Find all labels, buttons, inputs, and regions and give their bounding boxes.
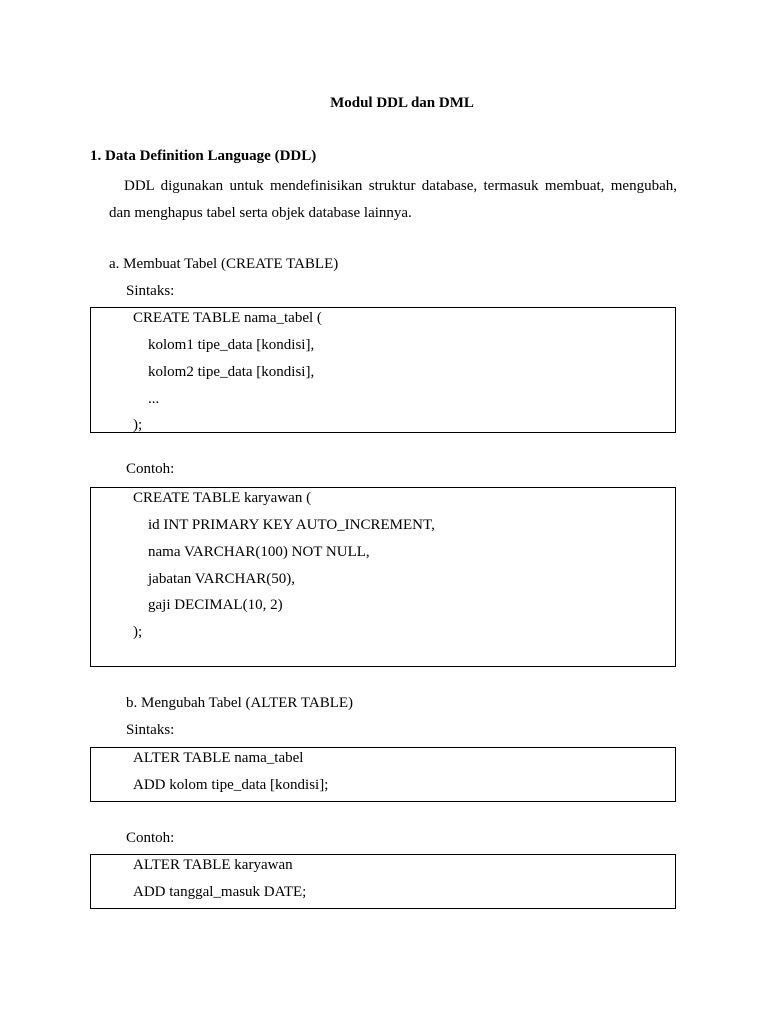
alter-syntax-box [90, 747, 676, 802]
code-line: gaji DECIMAL(10, 2) [148, 597, 283, 613]
create-syntax-box [90, 307, 676, 433]
code-line: kolom2 tipe_data [kondisi], [148, 364, 315, 380]
code-line: ALTER TABLE karyawan [133, 857, 293, 873]
code-line: ); [133, 624, 143, 640]
code-line: id INT PRIMARY KEY AUTO_INCREMENT, [148, 517, 435, 533]
code-line: ADD tanggal_masuk DATE; [133, 884, 307, 900]
alter-syntax-label: Sintaks: [126, 722, 175, 738]
code-line: jabatan VARCHAR(50), [148, 571, 295, 587]
subheading-create-table: a. Membuat Tabel (CREATE TABLE) [109, 256, 339, 272]
alter-example-label: Contoh: [126, 830, 175, 846]
create-example-label: Contoh: [126, 461, 175, 477]
code-line: ... [148, 391, 160, 407]
code-line: CREATE TABLE karyawan ( [133, 490, 312, 506]
page-title: Modul DDL dan DML [330, 95, 474, 111]
subheading-alter-table: b. Mengubah Tabel (ALTER TABLE) [126, 695, 354, 711]
code-line: ); [133, 417, 143, 433]
ddl-description-text: DDL digunakan untuk mendefinisikan struktur database, termasuk membuat, mengubah, dan menghapus tabel serta objek database lainnya. [109, 178, 677, 221]
ddl-description [109, 173, 677, 227]
create-syntax-label: Sintaks: [126, 283, 175, 299]
code-line: ALTER TABLE nama_tabel [133, 750, 304, 766]
alter-example-box [90, 854, 676, 909]
create-example-box [90, 487, 676, 667]
code-line: CREATE TABLE nama_tabel ( [133, 310, 322, 326]
code-line: kolom1 tipe_data [kondisi], [148, 337, 315, 353]
code-line: nama VARCHAR(100) NOT NULL, [148, 544, 370, 560]
code-line: ADD kolom tipe_data [kondisi]; [133, 777, 329, 793]
section-heading-ddl: 1. Data Definition Language (DDL) [90, 148, 317, 164]
